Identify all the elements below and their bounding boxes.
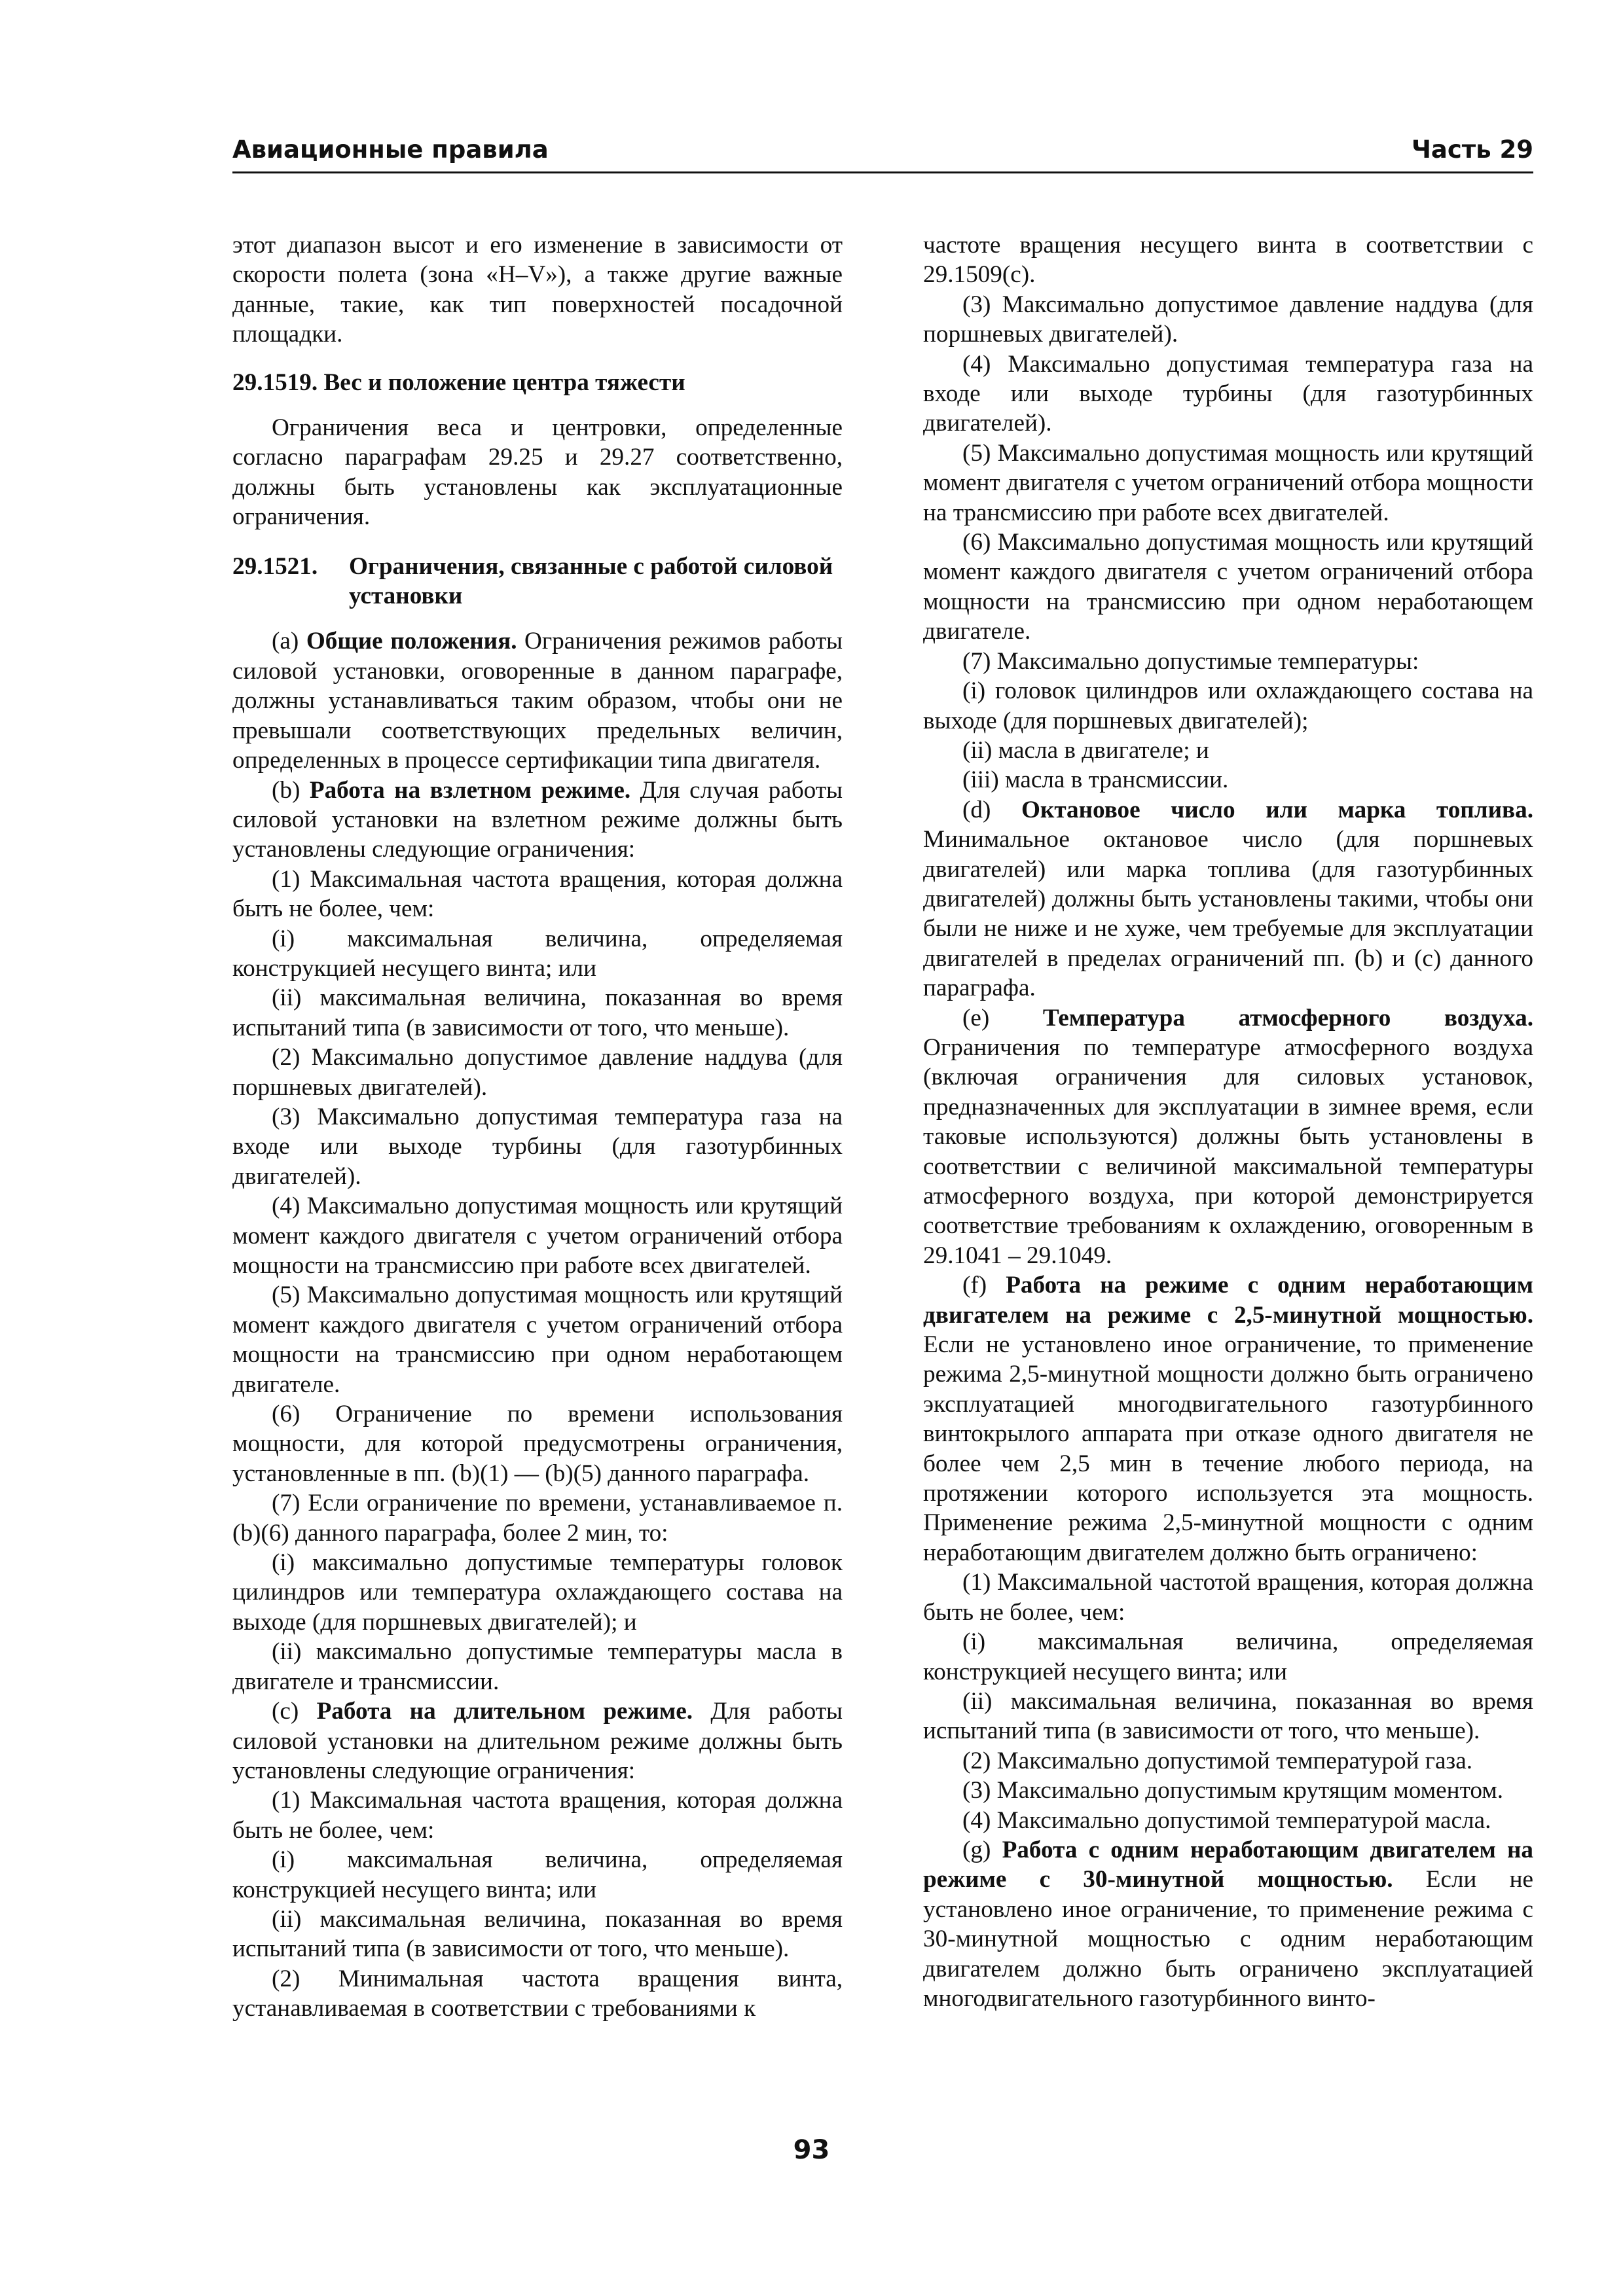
running-header-title: Авиационные правила bbox=[232, 135, 549, 164]
clause-label: (f) bbox=[962, 1272, 1006, 1299]
subclause: (1) Максимальная частота вращения, которая должна быть не более, чем: bbox=[232, 865, 843, 923]
subclause: (6) Ограничение по времени использования мощности, для которой предусмотрены ограничения, установленные в пп. (b)(1) — (b)(5) данного параграфа. bbox=[232, 1401, 843, 1487]
section-heading-29-1519: 29.1519. Вес и положение центра тяжести bbox=[232, 368, 685, 396]
subclause: (5) Максимально допустимая мощность или крутящий момент двигателя с учетом ограничений отбора мощности на трансмиссию при работе всех двигателей. bbox=[923, 439, 1533, 526]
subclause: (1) Максимальная частота вращения, которая должна быть не более, чем: bbox=[232, 1787, 843, 1844]
clause-heading: Работа на взлетном режиме. bbox=[309, 776, 631, 804]
clause-heading: Работа с одним неработающим двигателем на режиме с 30-минутной мощностью. bbox=[923, 1836, 1533, 1893]
subclause: (ii) максимальная величина, показанная во время испытаний типа (в зависимости от того, что меньше). bbox=[232, 984, 843, 1041]
clause-label: (b) bbox=[272, 776, 310, 804]
subclause: (iii) масла в трансмиссии. bbox=[962, 766, 1229, 794]
right-column bbox=[923, 230, 1533, 2013]
paragraph: частоте вращения несущего винта в соответствии с 29.1509(c). bbox=[923, 232, 1533, 289]
subclause: (3) Максимально допустимое давление наддува (для поршневых двигателей). bbox=[923, 291, 1533, 348]
section-number: 29.1521. bbox=[232, 552, 318, 580]
subclause: (2) Максимально допустимое давление наддува (для поршневых двигателей). bbox=[232, 1044, 843, 1101]
clause-c bbox=[232, 1696, 843, 1785]
clause-e bbox=[923, 1003, 1533, 1271]
subclause: (i) максимальная величина, определяемая конструкцией несущего винта; или bbox=[232, 925, 843, 982]
clause-heading: Работа на длительном режиме. bbox=[316, 1698, 693, 1725]
subclause: (i) максимально допустимые температуры головок цилиндров или температура охлаждающего состава на выходе (для поршневых двигателей); и bbox=[232, 1549, 843, 1636]
subclause: (3) Максимально допустимая температура газа на входе или выходе турбины (для газотурбинных двигателей). bbox=[232, 1103, 843, 1190]
clause-d bbox=[923, 795, 1533, 1003]
clause-text: Минимальное октановое число (для поршневых двигателей) или марка топлива (для газотурбинных двигателей) должны быть установлены такими, чтобы они были не ниже и не хуже, чем требуемые для эксплуатации двигателей в пределах ограничений пп. (b) и (c) данного параграфа. bbox=[923, 826, 1533, 1002]
subclause: (ii) максимальная величина, показанная во время испытаний типа (в зависимости от того, что меньше). bbox=[923, 1687, 1533, 1745]
clause-text: Ограничения режимов работы силовой установки, оговоренные в данном параграфе, должны устанавливаться таким образом, чтобы они не превышали соответствующих предельных величин, определенных в процессе сертификации типа двигателя. bbox=[232, 628, 843, 774]
clause-label: (e) bbox=[962, 1004, 1043, 1031]
running-header-part: Часть 29 bbox=[1411, 135, 1533, 164]
paragraph: Ограничения веса и центровки, определенные согласно параграфам 29.25 и 29.27 соответственно, должны быть установлены как эксплуатационные ограничения. bbox=[232, 414, 843, 531]
subclause: (4) Максимально допустимая температура газа на входе или выходе турбины (для газотурбинных двигателей). bbox=[923, 350, 1533, 437]
paragraph: этот диапазон высот и его изменение в зависимости от скорости полета (зона «H–V»), а также другие важные данные, такие, как тип поверхностей посадочной площадки. bbox=[232, 232, 843, 348]
subclause: (2) Минимальная частота вращения винта, устанавливаемая в соответствии с требованиями к bbox=[232, 1965, 843, 2022]
header-rule bbox=[232, 171, 1533, 173]
section-title: Ограничения, связанные с работой силовой установки bbox=[349, 552, 833, 610]
subclause: (ii) максимально допустимые температуры масла в двигателе и трансмиссии. bbox=[232, 1638, 843, 1695]
clause-heading: Общие положения. bbox=[306, 628, 517, 655]
clause-heading: Температура атмосферного воздуха. bbox=[1042, 1004, 1534, 1031]
subclause: (1) Максимальной частотой вращения, которая должна быть не более, чем: bbox=[923, 1569, 1533, 1626]
clause-g bbox=[923, 1835, 1533, 2013]
subclause: (i) максимальная величина, определяемая конструкцией несущего винта; или bbox=[923, 1628, 1533, 1685]
subclause: (2) Максимально допустимой температурой газа. bbox=[962, 1747, 1473, 1774]
page-number: 93 bbox=[793, 2135, 830, 2165]
clause-label: (c) bbox=[272, 1698, 317, 1725]
clause-label: (a) bbox=[272, 628, 306, 655]
subclause: (3) Максимально допустимым крутящим моментом. bbox=[962, 1777, 1504, 1804]
subclause: (4) Максимально допустимая мощность или крутящий момент каждого двигателя с учетом ограничений отбора мощности на трансмиссию при работе всех двигателей. bbox=[232, 1193, 843, 1279]
clause-text: Если не установлено иное ограничение, то применение режима 2,5-минутной мощности должно быть ограничено эксплуатацией многодвигательного газотурбинного винтокрылого аппарата при отказе одного двигателя не более чем 2,5 мин в течение любого периода, на протяжении которого используется эта мощность. Применение режима 2,5-минутной мощности с одним неработающим двигателем должно быть ограничено: bbox=[923, 1331, 1533, 1566]
clause-f bbox=[923, 1270, 1533, 1568]
clause-text: Для случая работы силовой установки на взлетном режиме должны быть установлены следующие ограничения: bbox=[232, 776, 843, 863]
clause-b bbox=[232, 776, 843, 865]
clause-a bbox=[232, 626, 843, 775]
clause-label: (g) bbox=[962, 1836, 1002, 1863]
subclause: (6) Максимально допустимая мощность или крутящий момент каждого двигателя с учетом ограничений отбора мощности на трансмиссию при одном неработающем двигателе. bbox=[923, 529, 1533, 645]
clause-text: Для работы силовой установки на длительном режиме должны быть установлены следующие ограничения: bbox=[232, 1698, 843, 1784]
left-column bbox=[232, 230, 843, 2024]
subclause: (4) Максимально допустимой температурой масла. bbox=[962, 1806, 1491, 1834]
subclause: (ii) масла в двигателе; и bbox=[962, 736, 1209, 764]
subclause: (i) максимальная величина, определяемая конструкцией несущего винта; или bbox=[232, 1846, 843, 1903]
section-heading-29-1521 bbox=[232, 552, 843, 611]
subclause: (7) Максимально допустимые температуры: bbox=[962, 647, 1419, 675]
clause-heading: Работа на режиме с одним неработающим двигателем на режиме с 2,5-минутной мощностью. bbox=[923, 1272, 1533, 1329]
subclause: (7) Если ограничение по времени, устанавливаемое п. (b)(6) данного параграфа, более 2 мин, то: bbox=[232, 1490, 843, 1547]
clause-label: (d) bbox=[962, 796, 1021, 823]
clause-text: Если не установлено иное ограничение, то применение режима с 30-минутной мощностью с одним неработающим двигателем должно быть ограничено эксплуатацией многодвигательного газотурбинного винто- bbox=[923, 1866, 1534, 2012]
subclause: (i) головок цилиндров или охлаждающего состава на выходе (для поршневых двигателей); bbox=[923, 677, 1533, 734]
clause-text: Ограничения по температуре атмосферного воздуха (включая ограничения для силовых установок, предназначенных для эксплуатации в зимнее время, если таковые используются) должны быть установлены в соответствии с величиной максимальной температуры атмосферного воздуха, при которой демонстрируется соответствие требованиям к охлаждению, оговоренным в 29.1041 – 29.1049. bbox=[923, 1033, 1533, 1269]
subclause: (5) Максимально допустимая мощность или крутящий момент каждого двигателя с учетом ограничений отбора мощности на трансмиссию при одном неработающем двигателе. bbox=[232, 1282, 843, 1398]
clause-heading: Октановое число или марка топлива. bbox=[1021, 796, 1533, 823]
subclause: (ii) максимальная величина, показанная во время испытаний типа (в зависимости от того, что меньше). bbox=[232, 1905, 843, 1963]
